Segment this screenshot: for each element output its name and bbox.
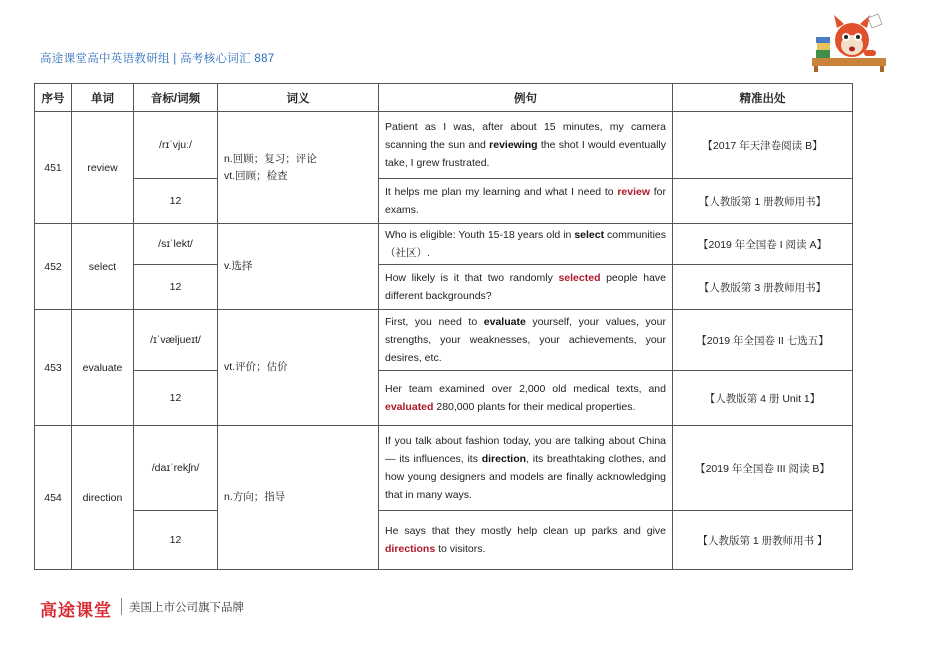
table-row (35, 112, 853, 179)
table-row (35, 265, 853, 310)
table-row (35, 511, 853, 570)
row-example: Her team examined over 2,000 old medical texts, and evaluated 280,000 plants for their medical properties. (379, 371, 673, 426)
row-definition: n.回顾；复习；评论 vt.回顾；检查 (218, 112, 379, 224)
table-row (35, 310, 853, 371)
row-freq: 12 (134, 179, 218, 224)
mascot-logo (812, 10, 886, 72)
table-row (35, 426, 853, 511)
row-example: Patient as I was, after about 15 minutes, my camera scanning the sun and reviewing the shot I would eventually take, I grew frustrated. (379, 112, 673, 179)
header-definition: 词义 (218, 84, 379, 112)
row-example: If you talk about fashion today, you are talking about China — its influences, its direction, its breathtaking clothes, and how young designers and models are finally acknowledging that in many ways. (379, 426, 673, 511)
row-freq: 12 (134, 371, 218, 426)
row-source: 【2017 年天津卷阅读 B】 (673, 112, 853, 179)
row-num: 452 (35, 224, 72, 310)
row-phonetic: /sɪˈlekt/ (134, 224, 218, 265)
row-definition: n.方向；指导 (218, 426, 379, 570)
row-example: How likely is it that two randomly selected people have different backgrounds? (379, 265, 673, 310)
header-title: 高途课堂高中英语教研组 | 高考核心词汇 887 (40, 53, 275, 65)
row-word: review (72, 112, 134, 224)
row-example: First, you need to evaluate yourself, your values, your strengths, your weaknesses, your achievements, your desires, etc. (379, 310, 673, 371)
table-row (35, 371, 853, 426)
row-example: Who is eligible: Youth 15-18 years old in select communities （社区）. (379, 224, 673, 265)
row-source: 【人教版第 1 册教师用书 】 (673, 511, 853, 570)
row-phonetic: /ɪˈvæljueɪt/ (134, 310, 218, 371)
table-header-row (35, 84, 853, 112)
row-phonetic: /rɪˈvjuː/ (134, 112, 218, 179)
header-word: 单词 (72, 84, 134, 112)
row-source: 【人教版第 1 册教师用书】 (673, 179, 853, 224)
table-row (35, 179, 853, 224)
row-phonetic: /daɪˈrekʃn/ (134, 426, 218, 511)
header-num: 序号 (35, 84, 72, 112)
row-source: 【人教版第 4 册 Unit 1】 (673, 371, 853, 426)
row-definition: v.选择 (218, 224, 379, 310)
row-freq: 12 (134, 265, 218, 310)
row-definition: vt.评价；估价 (218, 310, 379, 426)
row-num: 451 (35, 112, 72, 224)
row-freq: 12 (134, 511, 218, 570)
row-source: 【2019 年全国卷 III 阅读 B】 (673, 426, 853, 511)
footer-logo: 高途课堂 (40, 601, 112, 620)
row-word: direction (72, 426, 134, 570)
row-source: 【人教版第 3 册教师用书】 (673, 265, 853, 310)
row-word: select (72, 224, 134, 310)
table-row (35, 224, 853, 265)
vocab-table (34, 83, 853, 570)
row-num: 454 (35, 426, 72, 570)
footer-tagline: 美国上市公司旗下品牌 (129, 602, 244, 614)
row-example: He says that they mostly help clean up parks and give directions to visitors. (379, 511, 673, 570)
row-word: evaluate (72, 310, 134, 426)
footer-divider (121, 598, 122, 615)
row-example: It helps me plan my learning and what I need to review for exams. (379, 179, 673, 224)
header-phonetic: 音标/词频 (134, 84, 218, 112)
row-source: 【2019 年全国卷 II 七选五】 (673, 310, 853, 371)
row-num: 453 (35, 310, 72, 426)
header-example: 例句 (379, 84, 673, 112)
header-source: 精准出处 (673, 84, 853, 112)
row-source: 【2019 年全国卷 I 阅读 A】 (673, 224, 853, 265)
